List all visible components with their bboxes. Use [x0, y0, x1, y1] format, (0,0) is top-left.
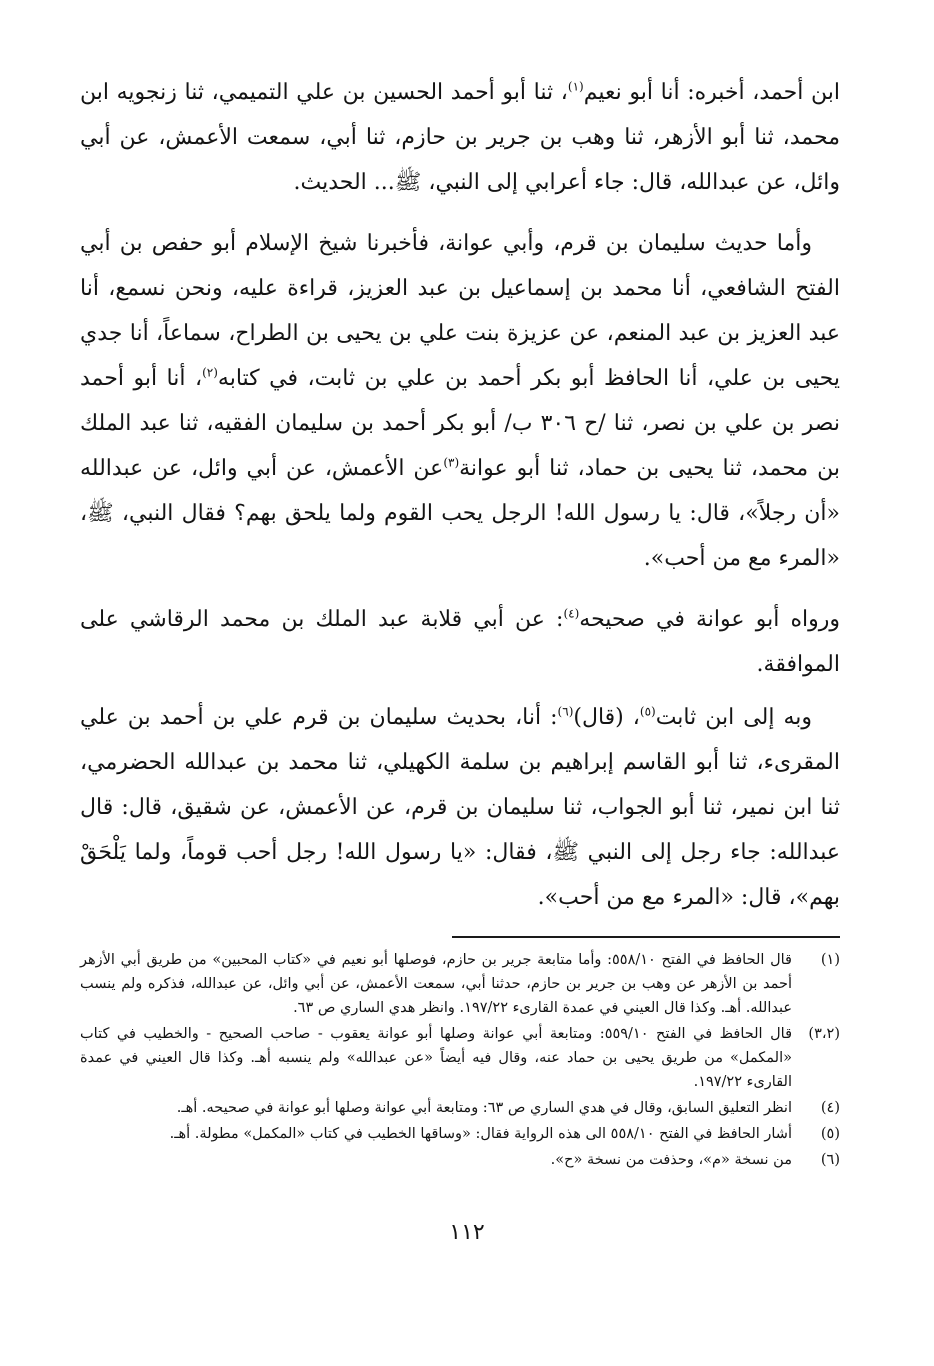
main-text [80, 70, 840, 920]
footnotes [80, 948, 840, 1172]
text-segment: ورواه أبو عوانة في صحيحه [579, 607, 840, 632]
footnote-text: من نسخة «م»، وحذفت من نسخة «ح». [550, 1152, 792, 1168]
footnote-divider [452, 936, 840, 938]
footnote-1 [80, 948, 840, 1020]
footnote-text: انظر التعليق السابق، وقال في هدي الساري ص ٦٣: ومتابعة أبي عوانة وصلها أبو عوانة في صحيحه. أهـ. [176, 1100, 792, 1116]
text-segment: ابن أحمد، أخبره: أنا أبو نعيم [583, 80, 840, 105]
footnote-text: أشار الحافظ في الفتح ٥٥٨/١٠ الى هذه الرواية فقال: «وساقها الخطيب في كتاب «المكمل» مطولة. أهـ. [169, 1126, 792, 1142]
text-segment: وأما حديث سليمان بن قرم، وأبي عوانة، فأخبرنا شيخ الإسلام أبو حفص بن أبي الفتح الشافعي، أنا محمد بن إسماعيل بن عبد العزيز، قراءة عليه، ونحن نسمع، أنا عبد العزيز بن عبد المنعم، عن عزيزة بنت علي بن يحيى بن الطراح، سماعاً، أنا جدي يحيى بن علي، أنا الحافظ أبو بكر أحمد بن علي بن ثابت، في كتابه [80, 231, 840, 391]
footnote-number: (٣،٢) [808, 1026, 840, 1042]
footnote-ref-2[interactable]: (٢) [202, 365, 218, 380]
footnote-number: (٤) [820, 1100, 840, 1116]
text-segment: ، أنا أبو أحمد نصر بن علي بن نصر، ثنا /ح ٣٠٦ ب/ أبو بكر أحمد بن سليمان الفقيه، ثنا عبد الملك بن محمد، ثنا يحيى بن حماد، ثنا أبو عوانة [80, 366, 841, 481]
text-segment: ، ثنا أبو أحمد الحسين بن علي التميمي، ثنا زنجويه ابن محمد، ثنا أبو الأزهر، ثنا وهب بن جرير بن حازم، ثنا أبي، سمعت الأعمش، عن أبي وائل، عن عبدالله، قال: جاء أعرابي إلى النبي، ﷺ... الحديث. [80, 80, 840, 195]
text-segment: : أنا، بحديث سليمان بن قرم علي بن أحمد بن علي المقرىء، ثنا أبو القاسم إبراهيم بن سلمة الكهيلي، ثنا محمد بن عبدالله الحضرمي، ثنا ابن نمير، ثنا أبو الجواب، ثنا سليمان بن قرم، عن الأعمش، عن شقيق، قال: قال عبدالله: جاء رجل إلى النبي ﷺ، فقال: «يا رسول الله! رجل أحب قوماً، ولما يَلْحَقْ بهم»، قال: «المرء مع من أحب». [80, 705, 840, 910]
text-segment: عن الأعمش، عن أبي وائل، عن عبدالله «أن رجلاً»، قال: يا رسول الله! الرجل يحب القوم ولما يلحق بهم؟ فقال النبي، ﷺ، «المرء مع من أحب». [80, 456, 840, 571]
footnote-text: قال الحافظ في الفتح ٥٥٩/١٠: ومتابعة أبي عوانة وصلها أبو عوانة يعقوب - صاحب الصحيح - والخطيب في كتاب «المكمل» من طريق يحيى بن حماد عنه، وقال فيه أيضاً «عن عبدالله» ولم ينسبه أهـ. وكذا قال العيني في عمدة القارىء ١٩٧/٢٢. [80, 1026, 792, 1090]
footnote-ref-1[interactable]: (١) [567, 79, 584, 94]
page-number: ١١٢ [449, 1220, 485, 1245]
footnote-ref-3[interactable]: (٣) [443, 455, 460, 470]
paragraph-1 [80, 70, 840, 205]
footnote-6 [80, 1148, 840, 1172]
footnote-ref-5[interactable]: (٥) [639, 704, 656, 719]
footnote-2-3 [80, 1022, 840, 1094]
paragraph-3 [80, 597, 840, 687]
text-segment: : عن أبي قلابة عبد الملك بن محمد الرقاشي على الموافقة. [80, 607, 840, 677]
footnote-text: قال الحافظ في الفتح ٥٥٨/١٠: وأما متابعة جرير بن حازم، فوصلها أبو نعيم في «كتاب المحبين» من طريق أبي الأزهر أحمد بن الأزهر عن وهب بن جرير بن حازم، حدثنا أبي، سمعت الأعمش، عن أبي وائل، عن عبدالله، فذكره ولم ينسب عبدالله. أهـ. وكذا قال العيني في عمدة القارىء ١٩٧/٢٢. وانظر هدي الساري ص ٦٣. [80, 952, 792, 1016]
paragraph-4 [80, 695, 840, 920]
text-segment: وبه إلى ابن ثابت [655, 705, 812, 730]
footnote-ref-6[interactable]: (٦) [557, 704, 574, 719]
footnote-ref-4[interactable]: (٤) [563, 606, 580, 621]
paragraph-2 [80, 221, 840, 581]
text-segment: ، (قال) [573, 705, 640, 730]
footnote-5 [80, 1122, 840, 1146]
footnote-4 [80, 1096, 840, 1120]
footnote-number: (٥) [820, 1126, 840, 1142]
footnote-number: (١) [820, 952, 840, 968]
footnote-number: (٦) [820, 1152, 840, 1168]
page-content [80, 70, 840, 1174]
